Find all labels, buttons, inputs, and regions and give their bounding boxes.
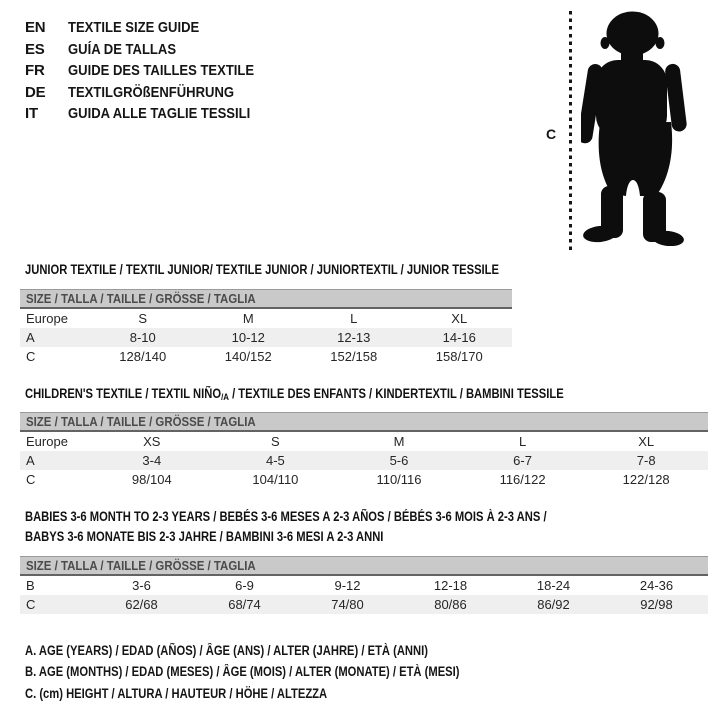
table-row-europe	[20, 432, 708, 451]
guide-title: GUIDE DES TAILLES TEXTILE	[68, 62, 255, 79]
table-row-height	[20, 595, 708, 614]
row-label: C	[26, 349, 36, 364]
heading-line-2: BABYS 3-6 MONATE BIS 2-3 JAHRE / BAMBINI 3-6 MESI A 2-3 ANNI	[25, 528, 384, 544]
children-size-table	[20, 412, 708, 489]
row-label: A	[26, 330, 35, 345]
table-cell: 8-10	[129, 330, 156, 345]
table-cell: 86/92	[537, 597, 570, 612]
guide-title: GUÍA DE TALLAS	[68, 40, 177, 58]
height-measure-line	[569, 11, 572, 251]
row-label: A	[26, 453, 35, 468]
language-title-list	[25, 17, 282, 125]
table-cell: 7-8	[636, 453, 656, 468]
table-cell: 80/86	[434, 597, 467, 612]
table-cell: 9-12	[334, 578, 361, 593]
section-heading-junior: JUNIOR TEXTILE / TEXTIL JUNIOR/ TEXTILE JUNIOR / JUNIORTEXTIL / JUNIOR TESSILE	[25, 262, 499, 277]
table-cell: 68/74	[228, 597, 261, 612]
table-cell: M	[393, 434, 405, 449]
table-cell: 6-7	[513, 453, 532, 468]
heading-text: / TEXTILE DES ENFANTS / KINDERTEXTIL / BAMBINI TESSILE	[228, 386, 564, 401]
table-row-height	[20, 347, 512, 366]
heading-subscript: /A	[221, 392, 229, 403]
table-cell: 98/104	[131, 472, 172, 487]
table-cell: 152/158	[330, 349, 378, 364]
size-bar	[20, 289, 512, 309]
size-bar-label: SIZE / TALLA / TAILLE / GRÖSSE / TAGLIA	[26, 414, 256, 429]
table-cell: L	[518, 434, 527, 449]
table-cell: M	[242, 311, 254, 326]
language-code: FR	[25, 62, 45, 79]
language-row-it	[25, 103, 282, 125]
language-row-es	[25, 39, 282, 61]
heading-text: CHILDREN'S TEXTILE / TEXTIL NIÑO	[25, 386, 222, 401]
table-cell: 3-6	[132, 578, 151, 593]
language-code: ES	[25, 40, 45, 58]
table-cell: 158/170	[435, 349, 483, 364]
table-cell: 62/68	[125, 597, 158, 612]
legend-note-a: A. AGE (YEARS) / EDAD (AÑOS) / ÂGE (ANS) / ALTER (JAHRE) / ETÀ (ANNI)	[25, 643, 428, 658]
table-cell: 128/140	[119, 349, 167, 364]
table-row-age	[20, 328, 512, 347]
height-label: C	[546, 126, 557, 142]
table-cell: 122/128	[622, 472, 670, 487]
row-label: B	[26, 578, 35, 593]
legend-notes	[25, 640, 548, 704]
table-cell: XS	[143, 434, 161, 449]
table-cell: XL	[451, 311, 468, 326]
table-cell: 74/80	[331, 597, 364, 612]
table-cell: 4-5	[265, 453, 285, 468]
table-row-age	[20, 451, 708, 470]
table-cell: L	[350, 311, 358, 326]
table-cell: 110/116	[376, 472, 422, 487]
table-cell: 3-4	[142, 453, 162, 468]
table-cell: 14-16	[442, 330, 476, 345]
table-cell: 104/110	[252, 472, 299, 487]
language-code: IT	[25, 105, 38, 122]
table-cell: S	[138, 311, 148, 326]
row-label: C	[26, 472, 36, 487]
toddler-silhouette-icon	[581, 8, 687, 246]
table-cell: 24-36	[639, 578, 674, 593]
table-cell: 5-6	[389, 453, 409, 468]
section-heading-children	[25, 384, 564, 408]
table-cell: 18-24	[536, 578, 571, 593]
section-heading-babies	[25, 507, 547, 546]
language-code: EN	[25, 19, 46, 36]
table-cell: S	[271, 434, 280, 449]
guide-title: TEXTILE SIZE GUIDE	[68, 19, 200, 36]
table-row-months	[20, 576, 708, 595]
language-code: DE	[25, 83, 46, 101]
size-bar	[20, 556, 708, 576]
guide-title: GUIDA ALLE TAGLIE TESSILI	[68, 105, 251, 122]
size-bar	[20, 412, 708, 432]
table-cell: 6-9	[235, 578, 254, 593]
table-cell: 140/152	[224, 349, 272, 364]
heading-line-1: BABIES 3-6 MONTH TO 2-3 YEARS / BEBÉS 3-6 MESES A 2-3 AÑOS / BÉBÉS 3-6 MOIS À 2-3 ANS /	[25, 509, 547, 524]
guide-title: TEXTILGRÖßENFÜHRUNG	[68, 83, 235, 101]
row-label: Europe	[26, 311, 68, 326]
table-cell: 92/98	[640, 597, 673, 612]
legend-note-c: C. (cm) HEIGHT / ALTURA / HAUTEUR / HÖHE / ALTEZZA	[25, 685, 328, 701]
junior-size-table	[20, 289, 512, 366]
legend-note-b: B. AGE (MONTHS) / EDAD (MESES) / ÂGE (MOIS) / ALTER (MONATE) / ETÀ (MESI)	[25, 664, 460, 680]
language-row-en	[25, 17, 282, 39]
row-label: Europe	[26, 434, 68, 449]
row-label: C	[26, 597, 36, 612]
table-cell: 10-12	[231, 330, 265, 345]
babies-size-table	[20, 556, 708, 614]
size-bar-label: SIZE / TALLA / TAILLE / GRÖSSE / TAGLIA	[26, 291, 256, 306]
language-row-de	[25, 82, 282, 104]
table-cell: 12-13	[337, 330, 371, 345]
table-row-europe	[20, 309, 512, 328]
table-cell: 12-18	[433, 578, 468, 593]
table-cell: XL	[638, 434, 655, 449]
size-bar-label: SIZE / TALLA / TAILLE / GRÖSSE / TAGLIA	[26, 558, 256, 573]
table-row-height	[20, 470, 708, 489]
language-row-fr	[25, 60, 282, 82]
table-cell: 116/122	[499, 472, 546, 487]
